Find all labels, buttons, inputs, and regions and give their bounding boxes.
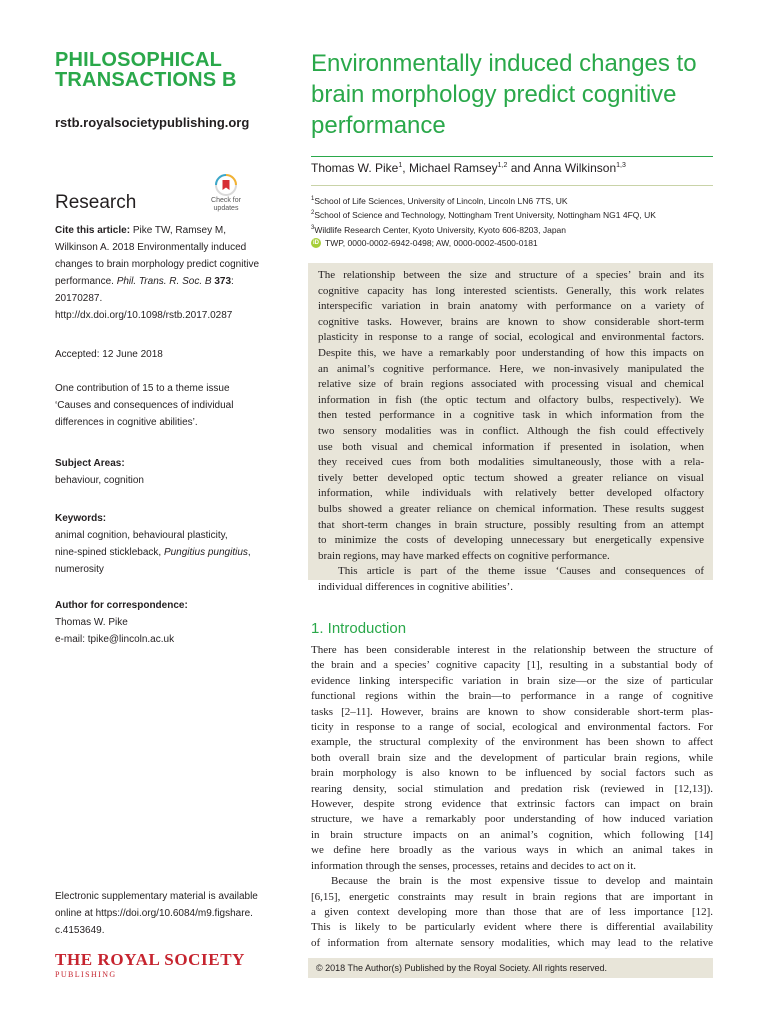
body-line: evidence linking interspecific variation in brain size—or the size of particular <box>311 674 713 687</box>
check-updates-text-1: Check for <box>211 197 241 204</box>
body-line: ticity in response to a range of social, ecological and environmental factors. For <box>311 721 713 734</box>
copyright-text: 2018 The Author(s) Published by the Royal Society. All rights reserved. <box>322 963 607 973</box>
check-updates-text-2: updates <box>213 205 239 212</box>
keywords-label: Keywords: <box>55 513 107 524</box>
journal-url-link[interactable]: rstb.royalsocietypublishing.org <box>55 115 250 130</box>
publisher-sub: PUBLISHING <box>55 970 117 979</box>
royal-society-logo <box>55 950 245 979</box>
body-line: we define here broadly as the various ways in which an animal takes in <box>311 844 713 857</box>
abstract-line: they received cues from both modalities simultaneously, those with a rela- <box>318 456 704 469</box>
contribution-line: differences in cognitive abilities’. <box>55 417 198 428</box>
body-line: in brain structure impacts on an animal’s cognition, which following [14] <box>311 828 713 841</box>
body-line: Because the brain is the most expensive tissue to develop and maintain <box>331 875 713 888</box>
body-line: brain morphology is also known to be influenced by social factors such as <box>311 767 713 780</box>
abstract-line: brain regions, may have marked effects on cognitive performance. <box>318 549 610 562</box>
body-line: [6,15], energetic constraints may result in brain regions that are important in <box>311 890 713 903</box>
introduction-body <box>311 643 713 951</box>
abstract-theme-line: individual differences in cognitive abilities’. <box>318 580 513 593</box>
body-line: example, the structural complexity of the environment has been shown to affect <box>311 736 713 749</box>
citation-performance: performance. <box>55 276 117 287</box>
author-list <box>311 161 626 175</box>
copyright-icon: © <box>316 963 323 973</box>
abstract-box <box>308 263 713 593</box>
abstract-line: The relationship between the size and structure of a species’ brain and its <box>318 269 704 281</box>
affiliation-text: School of Life Sciences, University of Lincoln, Lincoln LN6 7TS, UK <box>314 195 568 206</box>
citation-line: Wilkinson A. 2018 Environmentally induced <box>55 242 247 253</box>
journal-title <box>55 50 265 90</box>
paper-title <box>311 48 711 141</box>
journal-title-line1: PHILOSOPHICAL <box>55 49 223 71</box>
contribution-line: One contribution of 15 to a theme issue <box>55 383 230 394</box>
keywords-line: animal cognition, behavioural plasticity, <box>55 530 228 541</box>
affiliation-number: 3 <box>311 224 315 231</box>
body-line: a given context developing more than those that are of less importance [12]. <box>311 905 713 918</box>
abstract-theme-line: This article is part of the theme issue ‘Causes and consequences of <box>338 565 704 578</box>
paper-title-line: brain morphology predict cognitive <box>311 81 677 108</box>
body-line: tasks [2–11]. However, brains are known to show considerable short-term plas- <box>311 705 713 718</box>
abstract-line: two sensory modalities was in conflict. Although the fish could effectively <box>318 424 704 437</box>
author-separator: and <box>507 161 534 175</box>
author-affiliation-sup: 1 <box>398 162 403 169</box>
supplementary-link[interactable]: c.4153649. <box>55 925 105 936</box>
keywords-line: numerosity <box>55 564 104 575</box>
abstract-line: use both visual and chemical information if presented in isolation, when <box>318 440 704 453</box>
check-updates-icon <box>215 174 237 196</box>
abstract-line: relative size of brain regions associated with processing visual and chemical <box>318 378 704 391</box>
citation-label: Cite this article: <box>55 225 131 236</box>
paper-title-line: Environmentally induced changes to <box>311 50 697 77</box>
subject-areas-label: Subject Areas: <box>55 458 125 469</box>
affiliation-number: 1 <box>311 196 315 202</box>
affiliation-item <box>311 193 713 207</box>
correspondence-name: Thomas W. Pike <box>55 617 128 628</box>
citation-journal-abbrev: Phil. Trans. R. Soc. B <box>116 276 212 287</box>
subject-areas <box>55 455 270 489</box>
copyright-footer <box>308 958 713 978</box>
author-name: Thomas W. Pike <box>311 161 399 175</box>
affiliation-item <box>311 207 713 221</box>
citation-article-number: 20170287. <box>55 293 103 304</box>
keywords-line: nine-spined stickleback, <box>55 547 164 558</box>
body-line: rearing density, social stimulation and predation risk (reviewed in [12,13]). <box>311 782 713 795</box>
abstract-line: that short-term changes in brain structure, possibly resulting from an attempt <box>318 518 704 531</box>
body-line: structure, we have a remarkably poor understanding of how induced variation <box>311 813 713 826</box>
abstract-line: to minimize the costs of developing unnecessary but energetically expensive <box>318 534 704 547</box>
abstract-line: cognitive tasks. However, brains are known to show considerable short-term <box>318 315 704 328</box>
body-line: both overall brain size and the development of particular brain regions, while <box>311 751 713 764</box>
author-correspondence <box>55 597 270 648</box>
affiliation-text: School of Science and Technology, Nottingham Trent University, Nottingham NG1 4FQ, UK <box>314 210 656 221</box>
body-line: the brain and a species’ cognitive capacity [1], resulting in a substantial body of <box>311 659 713 672</box>
orcid-icon[interactable]: iD <box>313 240 319 246</box>
citation-doi-link[interactable]: http://dx.doi.org/10.1098/rstb.2017.0287 <box>55 310 233 321</box>
abstract-line: Despite this, we have a remarkably poor understanding of how this impacts on <box>318 346 704 359</box>
theme-contribution <box>55 380 270 431</box>
abstract-line: cognitive capacity has long interested scientists. Generally, this work relates <box>318 284 704 297</box>
keywords <box>55 510 270 578</box>
citation-volume: 373 <box>214 276 232 287</box>
journal-title-line2: TRANSACTIONS B <box>55 69 237 91</box>
body-line: This is likely to be particularly evident where there is differential availability <box>311 921 713 934</box>
author-affiliation-sup: 1,2 <box>497 162 508 169</box>
affiliation-item <box>311 222 713 236</box>
body-line: However, despite strong evidence that extrinsic factors can impact on brain <box>311 798 713 811</box>
paper-title-line: performance <box>311 112 446 139</box>
orcid-ids[interactable]: TWP, 0000-0002-6942-0498; AW, 0000-0002-4500-0181 <box>325 238 538 248</box>
body-line: functional regions within the brain—to performance in a range of cognitive <box>311 690 713 703</box>
citation-line: Pike TW, Ramsey M, <box>132 225 226 236</box>
abstract-line: then tested performance in a cognitive task in which information from the <box>318 409 704 422</box>
body-line: There has been considerable interest in the relationship between the structure of <box>311 644 713 656</box>
body-line: information through the senses, processes, retains and decides to act on it. <box>311 859 637 872</box>
accepted-date: Accepted: 12 June 2018 <box>55 349 163 360</box>
citation-block: Cite this article: Pike TW, Ramsey M, Wilkinson A. 2018 Environmentally induced changes to brain morphology predict cognitive performance. Phil. Trans. R. Soc. B 373: 20170287. http://dx.doi.org/10.1098/rstb.2017.0287 <box>55 222 270 324</box>
orcid-line <box>311 238 538 248</box>
subject-areas-value: behaviour, cognition <box>55 475 144 486</box>
title-divider <box>311 156 713 157</box>
affiliation-number: 2 <box>311 210 315 217</box>
abstract-line: information, while individuals with relatively better developed olfactory <box>318 487 704 500</box>
check-for-updates-badge[interactable] <box>205 174 247 212</box>
abstract-line: an animal’s cognitive performance. Here, we non-invasively manipulated the <box>318 362 704 375</box>
correspondence-email-link[interactable]: e-mail: tpike@lincoln.ac.uk <box>55 634 175 645</box>
author-name: Anna Wilkinson <box>533 161 617 175</box>
abstract-line: plasticity in response to a range of social, ecological and environmental factors. <box>318 331 704 344</box>
supplementary-line: Electronic supplementary material is available <box>55 891 258 902</box>
publisher-name: THE ROYAL SOCIETY <box>55 950 246 969</box>
author-separator: , <box>402 161 409 175</box>
author-affiliation-sup: 1,3 <box>616 162 626 169</box>
article-type-label: Research <box>55 192 137 213</box>
supplementary-link[interactable]: online at https://doi.org/10.6084/m9.figshare. <box>55 908 253 919</box>
abstract-line: bulbs showed a greater reliance on chemical information. These results suggest <box>318 502 704 515</box>
affiliation-text: Wildlife Research Center, Kyoto University, Kyoto 606-8203, Japan <box>314 224 567 235</box>
abstract-line: interspecific variation in brain anatomy with performance on a variety of <box>318 300 704 313</box>
contribution-line: ‘Causes and consequences of individual <box>55 400 234 411</box>
author-divider <box>311 185 713 186</box>
abstract-line: information in fish (the optic tectum and olfactory bulbs, respectively). We <box>318 393 704 406</box>
affiliations <box>311 193 713 236</box>
author-name: Michael Ramsey <box>408 161 498 175</box>
body-line: of information from alternate sensory modalities, which may lead to the relative <box>311 936 713 949</box>
citation-line: changes to brain morphology predict cognitive <box>55 259 260 270</box>
section-heading-introduction: 1. Introduction <box>311 620 407 637</box>
abstract-line: tively better developed optic tectum showed a greater reliance on visual <box>318 471 704 484</box>
supplementary-material <box>55 888 270 939</box>
keywords-comma: , <box>247 547 251 558</box>
correspondence-label: Author for correspondence: <box>55 600 188 611</box>
keywords-species: Pungitius pungitius <box>163 547 248 558</box>
